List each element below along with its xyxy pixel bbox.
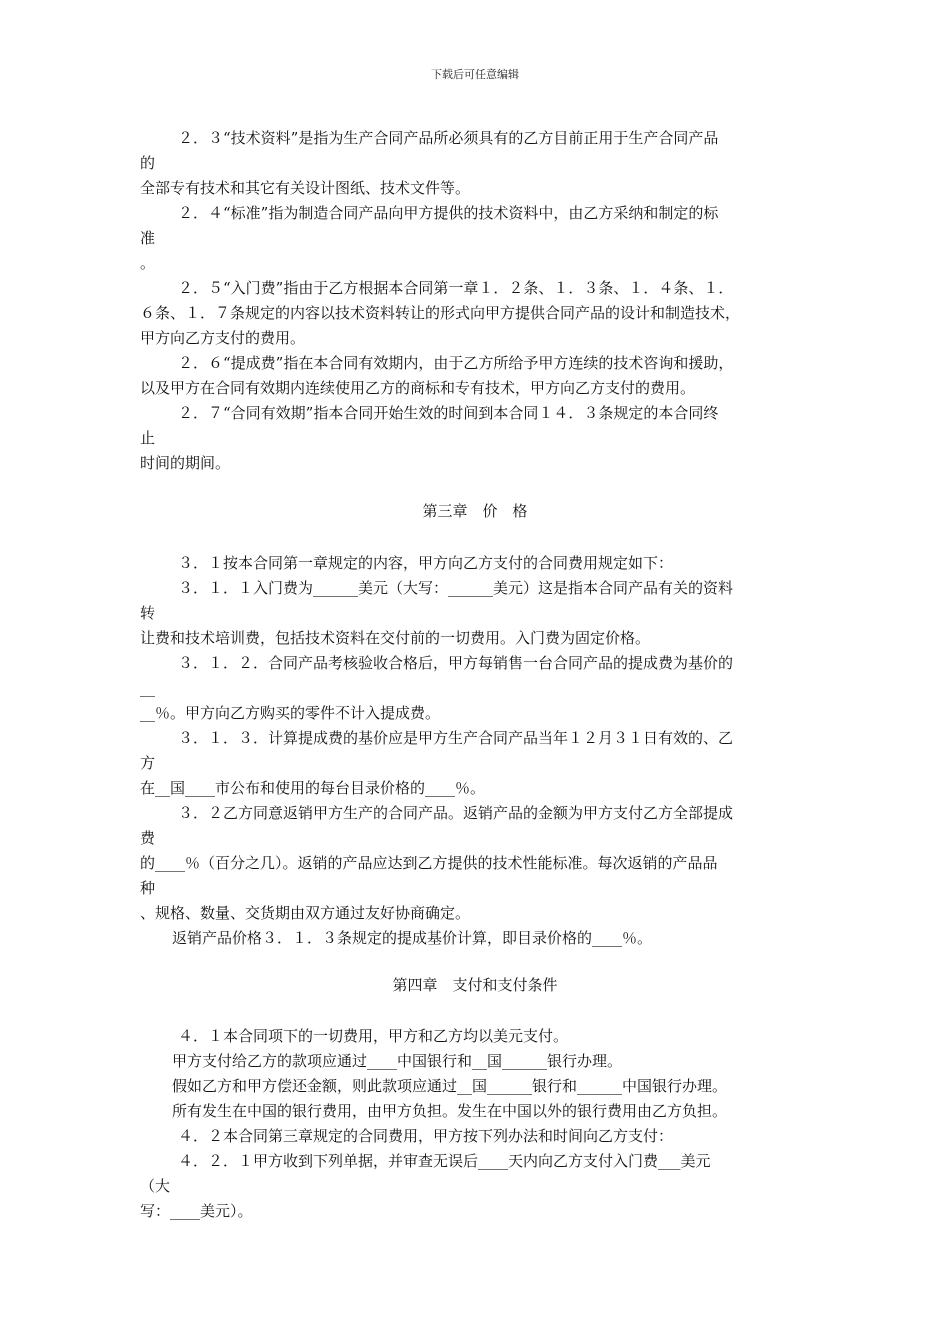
text-line: 、规格、数量、交货期由双方通过友好协商确定。 [140,904,471,922]
text-line: 全部专有技术和其它有关设计图纸、技术文件等。 [140,179,471,197]
text-line: __ [140,679,155,697]
text-line: ２．７“合同有效期”指本合同开始生效的时间到本合同１４．３条规定的本合同终 [178,404,719,422]
text-line: ３．１．２．合同产品考核验收合格后，甲方每销售一台合同产品的提成费为基价的 [178,654,734,672]
text-line: 的____％（百分之几）。返销的产品应达到乙方提供的技术性能标准。每次返销的产品品 [140,854,718,872]
text-line: 所有发生在中国的银行费用，由甲方负担。发生在中国以外的银行费用由乙方负担。 [172,1102,728,1120]
text-line: 假如乙方和甲方偿还金额，则此款项应通过__国______银行和______中国银行办理。 [172,1077,728,1095]
text-line: 让费和技术培训费，包括技术资料在交付前的一切费用。入门费为固定价格。 [140,629,651,647]
text-line: （大 [140,1177,171,1195]
text-line: 费 [140,829,156,847]
text-line: ２．５“入门费”指由于乙方根据本合同第一章１．２条、１．３条、１．４条、１． [178,279,734,297]
text-line: 止 [140,429,156,447]
text-line: ３．２乙方同意返销甲方生产的合同产品。返销产品的金额为甲方支付乙方全部提成 [178,804,734,822]
text-line: 种 [140,879,156,897]
chapter-heading: 第四章 支付和支付条件 [392,976,558,994]
text-line: ４．２．１甲方收到下列单据，并审查无误后____天内向乙方支付入门费___美元 [178,1152,711,1170]
text-line: 返销产品价格３．１．３条规定的提成基价计算，即目录价格的____％。 [172,929,653,947]
text-line: 转 [140,604,156,622]
text-line: ４．１本合同项下的一切费用，甲方和乙方均以美元支付。 [178,1027,569,1045]
text-line: 甲方支付给乙方的款项应通过____中国银行和__国______银行办理。 [172,1052,623,1070]
text-line: 方 [140,754,156,772]
text-line: ４．２本合同第三章规定的合同费用，甲方按下列办法和时间向乙方支付： [178,1127,674,1145]
text-line: 在__国____市公布和使用的每台目录价格的____％。 [140,779,486,797]
text-line: 准 [140,229,156,247]
text-line: 以及甲方在合同有效期内连续使用乙方的商标和专有技术，甲方向乙方支付的费用。 [140,379,696,397]
text-line: 的 [140,154,156,172]
text-line: ２．４“标准”指为制造合同产品向甲方提供的技术资料中，由乙方采纳和制定的标 [178,204,719,222]
text-line: ３．１按本合同第一章规定的内容，甲方向乙方支付的合同费用规定如下： [178,554,674,572]
text-line: ６条、１．７条规定的内容以技术资料转让的形式向甲方提供合同产品的设计和制造技术， [140,304,741,322]
chapter-heading: 第三章 价 格 [422,502,528,520]
text-line: ２．３“技术资料”是指为生产合同产品所必须具有的乙方目前正用于生产合同产品 [178,129,719,147]
text-line: __％。甲方向乙方购买的零件不计入提成费。 [140,704,441,722]
text-line: ３．１．３．计算提成费的基价应是甲方生产合同产品当年１２月３１日有效的、乙 [178,729,734,747]
text-line: ２．６“提成费”指在本合同有效期内，由于乙方所给予甲方连续的技术咨询和援助， [178,354,734,372]
text-line: 甲方向乙方支付的费用。 [140,329,306,347]
page-header: 下载后可任意编辑 [431,68,519,81]
text-line: ３．１．１入门费为______美元（大写：______美元）这是指本合同产品有关的资料 [178,579,734,597]
text-line: 时间的期间。 [140,454,231,472]
text-line: 写：____美元）。 [140,1202,253,1220]
text-line: 。 [140,254,156,272]
